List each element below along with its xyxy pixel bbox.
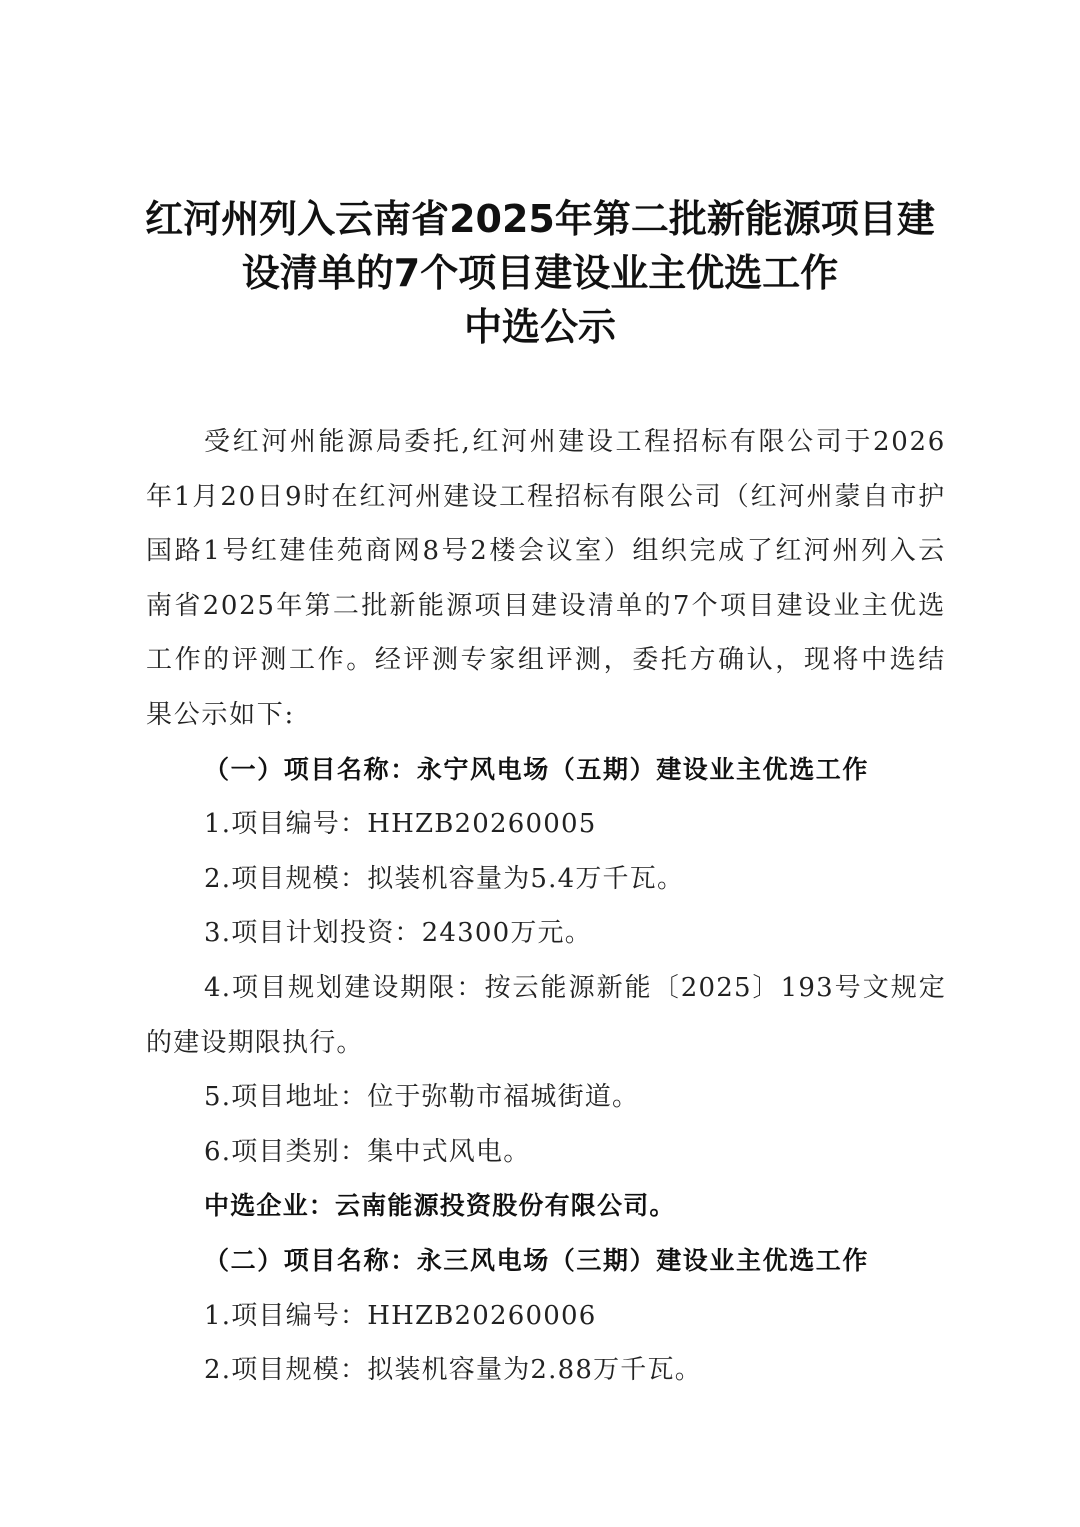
project-1-winner: 中选企业：云南能源投资股份有限公司。: [204, 1191, 676, 1221]
project-1-scale: 2.项目规模：拟装机容量为5.4万千瓦。: [204, 863, 685, 894]
title-line-3: 中选公示: [463, 305, 616, 349]
project-2-number: 1.项目编号：HHZB20260006: [204, 1300, 597, 1331]
project-1-heading: （一）项目名称：永宁风电场（五期）建设业主优选工作: [204, 754, 870, 784]
document-title: [110, 192, 970, 354]
intro-paragraph: 受红河州能源局委托,红河州建设工程招标有限公司于2026年1月20日9时在红河州建设工程招标有限公司（红河州蒙自市护国路1号红建佳苑商网8号2楼会议室）组织完成了红河州列入云南省2025年第二批新能源项目建设清单的7个项目建设业主优选工作的评测工作。经评测专家组评测，委托方确认，现将中选结果公示如下:: [146, 427, 946, 730]
project-2-scale: 2.项目规模：拟装机容量为2.88万千瓦。: [204, 1355, 702, 1386]
project-1-investment: 3.项目计划投资：24300万元。: [204, 918, 592, 949]
project-1-period: 4.项目规划建设期限：按云能源新能〔2025〕193号文规定的建设期限执行。: [146, 972, 946, 1058]
title-line-2: 设清单的7个项目建设业主优选工作: [241, 251, 839, 295]
document-body: [146, 415, 946, 1398]
title-line-1: 红河州列入云南省2025年第二批新能源项目建: [145, 197, 935, 241]
project-1-address: 5.项目地址：位于弥勒市福城街道。: [204, 1082, 640, 1113]
project-1-category: 6.项目类别：集中式风电。: [204, 1136, 531, 1167]
project-1-number: 1.项目编号：HHZB20260005: [204, 809, 597, 840]
project-2-heading: （二）项目名称：永三风电场（三期）建设业主优选工作: [204, 1245, 870, 1275]
